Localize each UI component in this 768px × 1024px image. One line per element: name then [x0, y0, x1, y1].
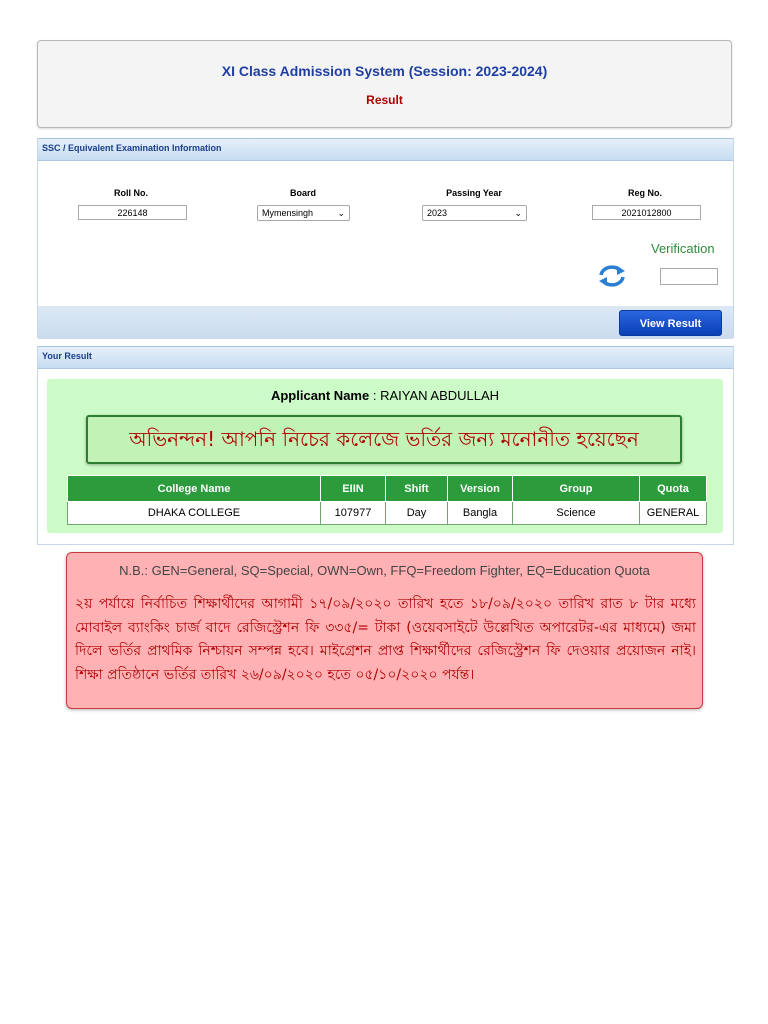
- applicant-name-line: Applicant Name : RAIYAN ABDULLAH: [270, 388, 500, 403]
- passing-year-select[interactable]: [422, 205, 527, 221]
- chevron-down-icon: ⌄: [514, 208, 522, 218]
- cell-shift: Day: [386, 502, 448, 525]
- col-shift: Shift: [386, 476, 448, 502]
- notice-box: [66, 552, 703, 709]
- applicant-name: RAIYAN ABDULLAH: [380, 388, 500, 403]
- page-header: [37, 40, 732, 128]
- view-result-button[interactable]: View Result: [619, 310, 722, 336]
- cell-group: Science: [513, 502, 640, 525]
- verification-label: Verification: [651, 241, 715, 256]
- action-bar: [38, 306, 733, 339]
- result-table: [67, 475, 707, 525]
- passing-year-value: 2023: [427, 208, 448, 218]
- cell-college-name: DHAKA COLLEGE: [68, 502, 321, 525]
- ssc-section-title: SSC / Equivalent Examination Information: [38, 138, 733, 161]
- col-college-name: College Name: [68, 476, 321, 502]
- result-section-title: Your Result: [38, 346, 733, 369]
- page-subtitle: Result: [366, 93, 403, 107]
- cell-eiin: 107977: [321, 502, 386, 525]
- roll-label: Roll No.: [114, 188, 148, 198]
- board-select[interactable]: [257, 205, 350, 221]
- col-version: Version: [448, 476, 513, 502]
- congrats-banner: অভিনন্দন! আপনি নিচের কলেজে ভর্তির জন্য মনোনীত হয়েছেন: [86, 415, 682, 464]
- table-header-row: [68, 476, 707, 502]
- board-label: Board: [289, 188, 316, 198]
- result-panel: [37, 346, 734, 545]
- cell-quota: GENERAL: [640, 502, 707, 525]
- chevron-down-icon: ⌄: [337, 208, 345, 218]
- col-eiin: EIIN: [321, 476, 386, 502]
- page-title: XI Class Admission System (Session: 2023-2024): [221, 63, 548, 79]
- refresh-icon[interactable]: [596, 263, 628, 289]
- table-row: [68, 502, 707, 525]
- passing-year-label: Passing Year: [446, 188, 502, 198]
- col-group: Group: [513, 476, 640, 502]
- col-quota: Quota: [640, 476, 707, 502]
- cell-version: Bangla: [448, 502, 513, 525]
- ssc-info-panel: [37, 138, 734, 338]
- board-value: Mymensingh: [262, 208, 314, 218]
- result-box: [47, 379, 723, 533]
- notice-text: ২য় পর্যায়ে নির্বাচিত শিক্ষার্থীদের আগামী ১৭/০৯/২০২০ তারিখ হতে ১৮/০৯/২০২০ তারিখ রাত ৮ টার মধ্যে মোবাইল ব্যাংকিং চার্জ বাদে রেজিস্ট্রেশন ফি ৩৩৫/= টাকা (ওয়েবসাইটে উল্লেখিত অপারেটর-এর মাধ্যমে) জমা দিলে ভর্তির প্রাথমিক নিশ্চায়ন সম্পন্ন হবে। মাইগ্রেশন প্রাপ্ত শিক্ষার্থীদের রেজিস্ট্রেশন ফি দেওয়ার প্রয়োজন নাই। শিক্ষা প্রতিষ্ঠানে ভর্তির তারিখ ২৬/০৯/২০২০ হতে ০৫/১০/২০২০ পর্যন্ত।: [75, 596, 696, 683]
- reg-label: Reg No.: [627, 188, 662, 198]
- applicant-label: Applicant Name: [270, 388, 370, 403]
- roll-input[interactable]: 226148: [78, 205, 187, 220]
- reg-input[interactable]: 2021012800: [592, 205, 701, 220]
- quota-legend: N.B.: GEN=General, SQ=Special, OWN=Own, FFQ=Freedom Fighter, EQ=Education Quota: [119, 563, 650, 578]
- verification-input[interactable]: [660, 268, 718, 285]
